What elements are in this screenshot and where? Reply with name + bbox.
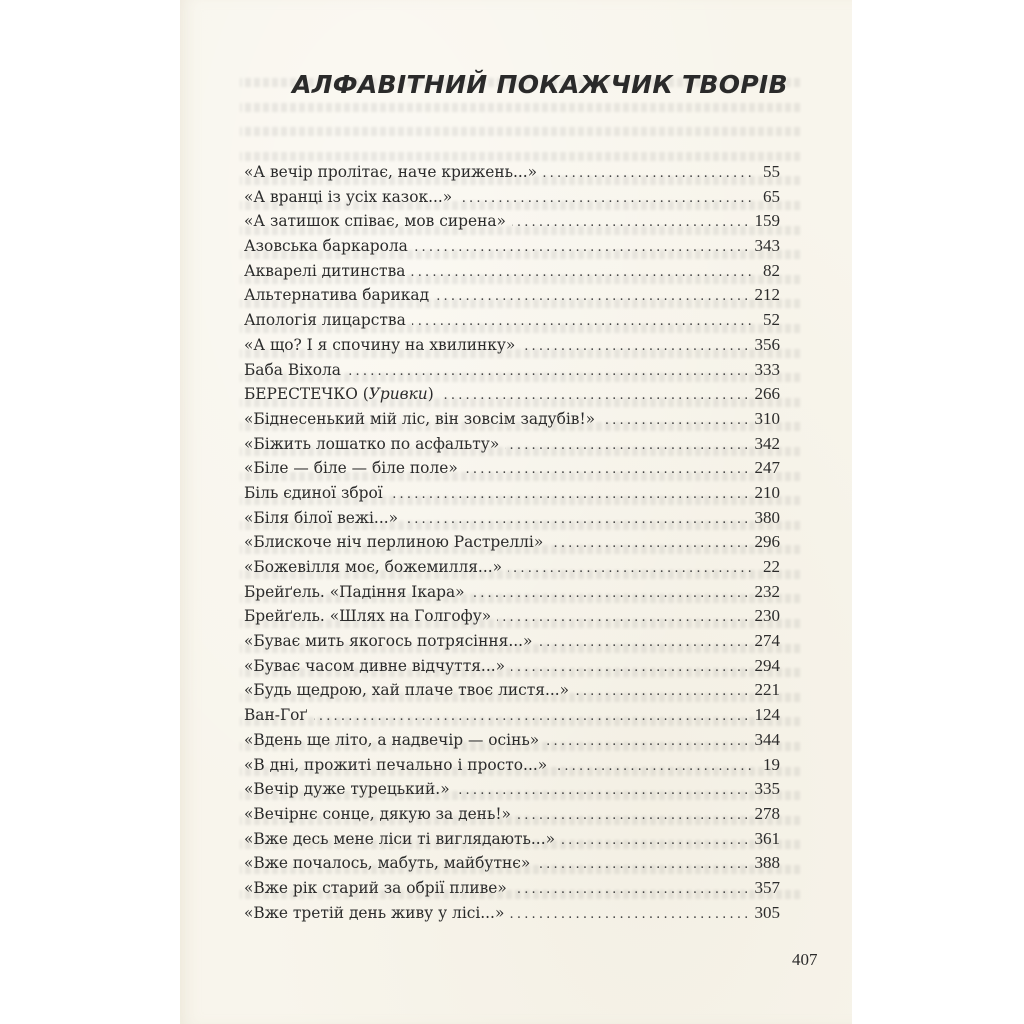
entry-title-text: Баба Віхола bbox=[244, 360, 341, 379]
index-entry bbox=[244, 753, 780, 778]
dot-leader bbox=[513, 878, 752, 903]
entry-title bbox=[244, 407, 595, 432]
page-title: АЛФАВІТНИЙ ПОКАЖЧИК ТВОРІВ bbox=[292, 70, 788, 99]
dot-leader bbox=[505, 434, 751, 459]
entry-page-number: 55 bbox=[763, 162, 780, 181]
index-entry bbox=[244, 283, 780, 308]
entry-title-text: «В дні, прожиті печально і просто...» bbox=[244, 755, 548, 774]
index-entry bbox=[244, 530, 780, 555]
index-entry bbox=[244, 259, 780, 284]
entry-page-number: 342 bbox=[754, 433, 780, 453]
index-entry bbox=[244, 580, 780, 605]
dot-leader bbox=[508, 557, 755, 582]
index-entry bbox=[244, 506, 780, 531]
entry-title-text: Альтернатива барикад bbox=[244, 286, 430, 305]
entry-title-text: «Вже третій день живу у лісі...» bbox=[244, 903, 505, 922]
entry-title-text: «Вечір дуже турецький.» bbox=[244, 780, 450, 799]
entry-title-text: «А що? І я спочину на хвилинку» bbox=[244, 335, 516, 354]
entry-title-text: «Буває часом дивне відчуття...» bbox=[244, 656, 506, 675]
entry-title bbox=[244, 678, 569, 703]
index-entry bbox=[244, 678, 780, 703]
entry-title-suffix: ) bbox=[427, 385, 434, 404]
entry-page-number: 266 bbox=[754, 384, 780, 404]
entry-title bbox=[244, 209, 506, 234]
entry-page-number: 221 bbox=[754, 680, 780, 700]
entry-title bbox=[244, 901, 504, 926]
dot-leader bbox=[404, 508, 751, 533]
index-entry bbox=[244, 703, 780, 728]
entry-title bbox=[244, 283, 429, 308]
entry-page-number: 232 bbox=[754, 581, 780, 601]
index-entry bbox=[244, 333, 780, 358]
dot-leader bbox=[601, 409, 751, 434]
entry-title bbox=[244, 604, 491, 629]
entry-title bbox=[244, 703, 308, 728]
index-entry bbox=[244, 851, 780, 876]
entry-page-number: 52 bbox=[763, 310, 780, 330]
index-entry bbox=[244, 432, 780, 457]
entry-title-text: Брейґель. «Шлях на Голгофу» bbox=[244, 607, 492, 626]
dot-leader bbox=[538, 631, 751, 656]
entry-title bbox=[244, 777, 450, 802]
index-entry bbox=[244, 209, 780, 234]
entry-title bbox=[244, 827, 555, 852]
dot-leader bbox=[553, 755, 755, 780]
index-entry bbox=[244, 629, 780, 654]
entry-title bbox=[244, 506, 398, 531]
dot-leader bbox=[549, 532, 751, 557]
entry-title-text: Біль єдиної зброї bbox=[244, 483, 383, 502]
dot-leader bbox=[471, 582, 752, 607]
entry-title-text: БЕРЕСТЕЧКО ( bbox=[244, 385, 369, 404]
entry-page-number: 65 bbox=[763, 186, 780, 206]
dot-leader bbox=[510, 903, 751, 928]
index-entry bbox=[244, 358, 780, 383]
dot-leader bbox=[440, 384, 752, 409]
dot-leader bbox=[347, 360, 752, 385]
index-entry bbox=[244, 481, 780, 506]
entry-page-number: 247 bbox=[754, 458, 780, 478]
entry-title-text: «Вже почалось, мабуть, майбутнє» bbox=[244, 854, 531, 873]
entry-title-text: «Вечірнє сонце, дякую за день!» bbox=[244, 804, 511, 823]
dot-leader bbox=[521, 335, 751, 360]
entry-title bbox=[244, 481, 383, 506]
dot-leader bbox=[414, 236, 752, 261]
index-entry bbox=[244, 407, 780, 432]
entry-title bbox=[244, 851, 530, 876]
dot-leader bbox=[497, 606, 751, 631]
index-entry bbox=[244, 382, 780, 407]
entry-title-text: «Вже десь мене ліси ті виглядають...» bbox=[244, 829, 556, 848]
entry-title-italic: Уривки bbox=[368, 385, 428, 404]
entry-title-text: Апологія лицарства bbox=[244, 311, 406, 330]
entry-title-text: «Вже рік старий за обрії пливе» bbox=[244, 878, 507, 897]
index-entry bbox=[244, 234, 780, 259]
index-entry bbox=[244, 160, 780, 185]
entry-page-number: 294 bbox=[754, 655, 780, 675]
entry-title bbox=[244, 555, 502, 580]
entry-title bbox=[244, 358, 341, 383]
index-entry bbox=[244, 555, 780, 580]
entry-title bbox=[244, 259, 405, 284]
index-entry bbox=[244, 827, 780, 852]
entry-page-number: 343 bbox=[754, 236, 780, 256]
dot-leader bbox=[543, 162, 755, 187]
entry-page-number: 305 bbox=[754, 902, 780, 922]
index-entry bbox=[244, 876, 780, 901]
entry-title bbox=[244, 333, 515, 358]
entry-page-number: 335 bbox=[754, 779, 780, 799]
entry-title bbox=[244, 654, 505, 679]
dot-leader bbox=[412, 310, 755, 335]
entry-title bbox=[244, 580, 465, 605]
entry-title-text: «Біжить лошатко по асфальту» bbox=[244, 434, 500, 453]
book-page bbox=[180, 0, 852, 1024]
entry-title bbox=[244, 160, 537, 185]
entry-title-text: Азовська баркарола bbox=[244, 237, 408, 256]
entry-title bbox=[244, 530, 543, 555]
dot-leader bbox=[314, 705, 752, 730]
entry-title bbox=[244, 456, 458, 481]
index-of-works bbox=[244, 160, 780, 925]
entry-page-number: 82 bbox=[763, 260, 780, 280]
entry-page-number: 388 bbox=[754, 853, 780, 873]
entry-title bbox=[244, 185, 452, 210]
dot-leader bbox=[435, 285, 751, 310]
entry-title bbox=[244, 728, 539, 753]
entry-page-number: 380 bbox=[754, 507, 780, 527]
index-entry bbox=[244, 728, 780, 753]
entry-title-text: «А вечір пролітає, наче крижень...» bbox=[244, 163, 538, 181]
dot-leader bbox=[561, 829, 751, 854]
entry-title-text: Ван-Гоґ bbox=[244, 706, 308, 725]
entry-page-number: 19 bbox=[763, 754, 780, 774]
dot-leader bbox=[389, 483, 752, 508]
entry-page-number: 212 bbox=[754, 285, 780, 305]
entry-page-number: 361 bbox=[754, 828, 780, 848]
entry-title-text: «Біле — біле — біле поле» bbox=[244, 459, 458, 478]
entry-page-number: 344 bbox=[754, 729, 780, 749]
entry-page-number: 296 bbox=[754, 532, 780, 552]
entry-page-number: 159 bbox=[754, 211, 780, 231]
entry-page-number: 356 bbox=[754, 334, 780, 354]
entry-title bbox=[244, 629, 532, 654]
entry-title-text: Акварелі дитинства bbox=[244, 261, 406, 280]
entry-title-text: «Блискоче ніч перлиною Растреллі» bbox=[244, 533, 544, 552]
entry-page-number: 230 bbox=[754, 606, 780, 626]
dot-leader bbox=[458, 187, 755, 212]
entry-title-text: «А вранці із усіх казок...» bbox=[244, 187, 453, 206]
dot-leader bbox=[411, 261, 755, 286]
entry-page-number: 124 bbox=[754, 705, 780, 725]
entry-page-number: 333 bbox=[754, 359, 780, 379]
dot-leader bbox=[545, 730, 751, 755]
entry-title-text: «Біднесенький мій ліс, він зовсім задубів!» bbox=[244, 409, 596, 428]
entry-title-text: «Будь щедрою, хай плаче твоє листя...» bbox=[244, 681, 570, 700]
index-entry bbox=[244, 901, 780, 926]
entry-title bbox=[244, 802, 511, 827]
dot-leader bbox=[464, 458, 752, 483]
index-entry bbox=[244, 604, 780, 629]
dot-leader bbox=[511, 656, 751, 681]
entry-title bbox=[244, 753, 547, 778]
page-number: 407 bbox=[792, 950, 818, 969]
dot-leader bbox=[536, 853, 751, 878]
entry-title-text: «Вдень ще літо, а надвечір — осінь» bbox=[244, 730, 540, 749]
index-entry bbox=[244, 456, 780, 481]
index-entry bbox=[244, 185, 780, 210]
index-entry bbox=[244, 654, 780, 679]
entry-page-number: 310 bbox=[754, 408, 780, 428]
index-entry bbox=[244, 777, 780, 802]
entry-title-text: «Біля білої вежі...» bbox=[244, 508, 399, 527]
entry-title-text: Брейґель. «Падіння Ікара» bbox=[244, 582, 465, 601]
entry-title-text: «Буває мить якогось потрясіння...» bbox=[244, 632, 533, 651]
entry-page-number: 22 bbox=[763, 557, 780, 576]
entry-title-text: «А затишок співає, мов сирена» bbox=[244, 212, 506, 231]
entry-page-number: 210 bbox=[754, 482, 780, 502]
entry-title bbox=[244, 234, 408, 259]
entry-page-number: 357 bbox=[754, 877, 780, 897]
entry-title-text: «Божевілля моє, божемилля...» bbox=[244, 558, 503, 576]
entry-title bbox=[244, 432, 499, 457]
entry-title bbox=[244, 308, 406, 333]
dot-leader bbox=[575, 680, 751, 705]
entry-title bbox=[244, 876, 507, 901]
dot-leader bbox=[517, 804, 752, 829]
index-entry bbox=[244, 802, 780, 827]
dot-leader bbox=[512, 211, 752, 236]
entry-page-number: 274 bbox=[754, 631, 780, 651]
entry-title bbox=[244, 382, 434, 407]
entry-page-number: 278 bbox=[754, 803, 780, 823]
dot-leader bbox=[456, 779, 752, 804]
index-entry bbox=[244, 308, 780, 333]
